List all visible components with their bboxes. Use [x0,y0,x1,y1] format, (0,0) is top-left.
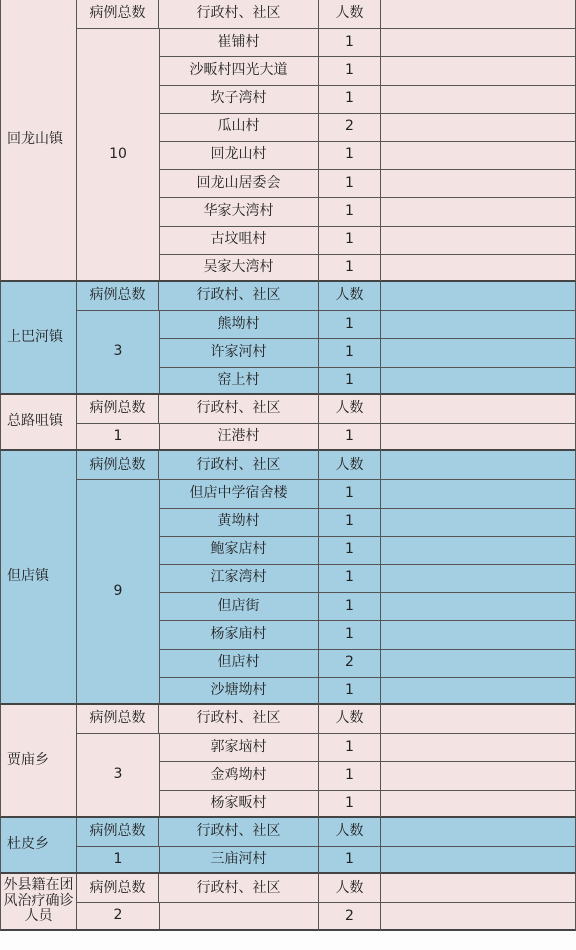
header-total: 病例总数 [77,451,159,479]
table-row [159,197,575,226]
case-count: 1 [319,367,381,395]
village-name: 沙塘坳村 [159,677,319,705]
table-row [159,733,575,762]
case-count: 1 [319,28,381,56]
case-count: 1 [319,85,381,113]
table-row [159,649,575,678]
header-count: 人数 [319,874,381,902]
village-name: 回龙山村 [159,141,319,169]
table-row [159,28,575,57]
header-total: 病例总数 [77,0,159,28]
town-group [0,874,576,930]
village-name: 沙畈村四光大道 [159,56,319,84]
case-count: 1 [319,254,381,282]
header-village: 行政村、社区 [159,0,319,28]
header-total: 病例总数 [77,818,159,846]
case-count: 1 [319,677,381,705]
table-row [159,790,575,818]
table-row [159,479,575,508]
table-row [159,56,575,85]
table-row [159,902,575,930]
header-row [77,818,575,847]
town-name: 上巴河镇 [1,282,77,393]
header-count: 人数 [319,0,381,28]
village-name: 黄坳村 [159,508,319,536]
header-total: 病例总数 [77,705,159,733]
village-name: 但店村 [159,649,319,677]
header-village: 行政村、社区 [159,874,319,902]
header-count: 人数 [319,451,381,479]
table-row [159,677,575,705]
village-name: 坎子湾村 [159,85,319,113]
table-row [159,423,575,451]
village-name: 但店街 [159,592,319,620]
case-count: 2 [319,649,381,677]
case-count: 1 [319,508,381,536]
case-count: 1 [319,423,381,451]
town-group [0,0,576,282]
case-count: 1 [319,564,381,592]
header-row [77,705,575,734]
village-name: 崔铺村 [159,28,319,56]
village-name: 熊坳村 [159,310,319,338]
case-count: 1 [319,56,381,84]
header-total: 病例总数 [77,282,159,310]
village-name: 金鸡坳村 [159,761,319,789]
case-count: 1 [319,197,381,225]
village-name: 汪港村 [159,423,319,451]
table-row [159,846,575,874]
header-total: 病例总数 [77,874,159,902]
town-name: 但店镇 [1,451,77,703]
town-name: 回龙山镇 [1,0,77,280]
header-row [77,395,575,424]
village-name: 回龙山居委会 [159,169,319,197]
header-row [77,451,575,480]
case-count: 1 [319,790,381,818]
header-village: 行政村、社区 [159,451,319,479]
case-count: 1 [319,226,381,254]
table-row [159,536,575,565]
case-count: 1 [319,479,381,507]
case-count: 1 [319,620,381,648]
table-row [159,113,575,142]
case-total: 3 [77,733,160,816]
header-count: 人数 [319,395,381,423]
table-row [159,508,575,537]
case-count: 1 [319,338,381,366]
header-row [77,874,575,903]
case-count: 1 [319,141,381,169]
header-village: 行政村、社区 [159,395,319,423]
case-count: 1 [319,310,381,338]
table-row [159,761,575,790]
village-name: 江家湾村 [159,564,319,592]
header-village: 行政村、社区 [159,282,319,310]
town-group [0,818,576,874]
village-name: 吴家大湾村 [159,254,319,282]
table-row [159,169,575,198]
village-name: 三庙河村 [159,846,319,874]
table-row [159,85,575,114]
header-count: 人数 [319,282,381,310]
table-row [159,367,575,395]
village-name: 郭家垴村 [159,733,319,761]
town-name: 贾庙乡 [1,705,77,816]
case-total: 10 [77,28,160,280]
table-row [159,141,575,170]
header-count: 人数 [319,818,381,846]
header-count: 人数 [319,705,381,733]
header-village: 行政村、社区 [159,818,319,846]
table-row [159,254,575,282]
header-village: 行政村、社区 [159,705,319,733]
header-row [77,282,575,311]
village-name: 瓜山村 [159,113,319,141]
table-row [159,310,575,339]
case-total: 3 [77,310,160,393]
table-row [159,226,575,255]
table-row [159,564,575,593]
header-row [77,0,575,29]
village-name: 鲍家店村 [159,536,319,564]
village-name: 但店中学宿舍楼 [159,479,319,507]
case-count: 1 [319,169,381,197]
case-total: 2 [77,902,160,928]
table-row [159,620,575,649]
village-name: 窑上村 [159,367,319,395]
village-name: 古坟咀村 [159,226,319,254]
town-group [0,395,576,451]
case-count: 1 [319,592,381,620]
case-count: 1 [319,536,381,564]
case-count: 1 [319,846,381,874]
case-count: 2 [319,113,381,141]
case-total: 1 [77,423,160,449]
case-count: 1 [319,733,381,761]
village-name: 许家河村 [159,338,319,366]
town-name: 外县籍在团风治疗确诊人员 [1,874,77,928]
table-row [159,338,575,367]
town-group [0,451,576,705]
case-count: 2 [319,902,381,930]
case-count: 1 [319,761,381,789]
village-name: 杨家畈村 [159,790,319,818]
village-name: 华家大湾村 [159,197,319,225]
town-group [0,705,576,818]
case-total: 9 [77,479,160,703]
village-name: 杨家庙村 [159,620,319,648]
village-name [159,902,319,930]
town-name: 总路咀镇 [1,395,77,449]
table-row [159,592,575,621]
case-total: 1 [77,846,160,872]
town-name: 杜皮乡 [1,818,77,872]
town-group [0,282,576,395]
header-total: 病例总数 [77,395,159,423]
